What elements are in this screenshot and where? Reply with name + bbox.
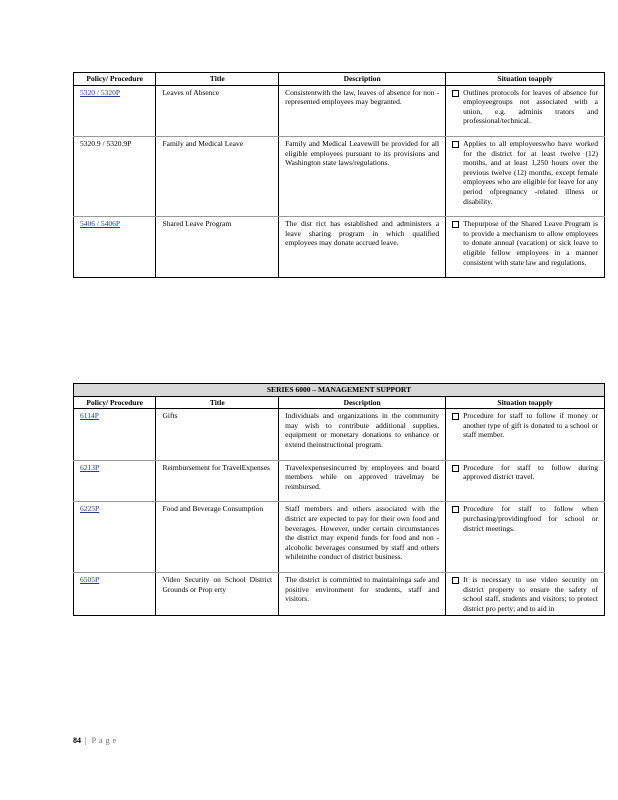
policy-situation: Procedure for staff to follow when purchasing/providingfood for school or district meetings. (463, 504, 598, 533)
header-policy: Policy/ Procedure (74, 396, 156, 409)
policy-situation: Outlines protocols for leaves of absence for employeegroups not associated with a union, e.g. adminis trators and professional/technical. (463, 87, 598, 126)
table-row (74, 409, 605, 460)
footer-separator: | (85, 736, 88, 745)
policy-link[interactable]: 6213P (80, 462, 100, 472)
checkbox-bullet-icon (452, 413, 459, 420)
policy-title: Leaves of Absence (156, 85, 279, 136)
header-description: Description (279, 396, 446, 409)
header-row (74, 396, 605, 409)
policy-title: Food and Beverage Consumption (156, 502, 279, 573)
page-number: 84 (73, 736, 81, 745)
policy-number: 5320.9 / 5320.9P (80, 138, 132, 148)
series-row (74, 384, 605, 397)
checkbox-bullet-icon (452, 465, 459, 472)
policy-title: Gifts (156, 409, 279, 460)
policy-description: Individuals and organizations in the community may wish to contribute additional supplies, equipment or monetary donations to enhance or extend theinstructional program. (279, 409, 446, 460)
header-situation: Situation toapply (446, 73, 605, 86)
policy-situation: Applies to all employeeswho have worked for the district for at least twelve (12) months, and at least 1,250 hours over the previous twelve (12) months, except female employees who are eligible for leave for any period ofpregnancy -related illness or disability. (463, 138, 598, 206)
checkbox-bullet-icon (452, 90, 459, 97)
policy-link[interactable]: 5406 / 5406P (80, 219, 121, 229)
header-title: Title (156, 396, 279, 409)
policy-title: Family and Medical Leave (156, 136, 279, 216)
policy-link[interactable]: 6114P (80, 411, 99, 421)
table-row (74, 217, 605, 278)
policy-description: Family and Medical Leavewill be provided for all eligible employees pursuant to its provisions and Washington state laws/regulations. (279, 136, 446, 216)
table-row (74, 502, 605, 573)
policy-situation: Thepurpose of the Shared Leave Program is to provide a mechanism to allow employees to donate annual (vacation) or sick leave to eligible fellow employees in a manner consistent with state law and regulations. (463, 219, 598, 267)
policy-description: Travelexpensesincurred by employees and board members while on approved travelmay be reimbursed. (279, 460, 446, 502)
policy-description: Consistentwith the law, leaves of absence for non - represented employees may begranted. (279, 85, 446, 136)
header-description: Description (279, 73, 446, 86)
checkbox-bullet-icon (452, 577, 459, 584)
policy-title: Shared Leave Program (156, 217, 279, 278)
checkbox-bullet-icon (452, 221, 459, 228)
policy-link[interactable]: 6225P (80, 504, 100, 514)
header-policy: Policy/ Procedure (74, 73, 156, 86)
header-situation: Situation toapply (446, 396, 605, 409)
page-footer (73, 736, 119, 745)
policy-situation: Procedure for staff to follow during approved district travel. (463, 462, 598, 482)
table-row (74, 572, 605, 615)
policy-description: The district is committed to maintaininga safe and positive environment for students, staff and visitors. (279, 572, 446, 615)
page-label: Page (91, 736, 120, 745)
policy-link[interactable]: 5320 / 5320P (80, 87, 121, 97)
header-title: Title (156, 73, 279, 86)
table-row (74, 85, 605, 136)
policy-title: Video Security on School District Grounds or Prop erty (156, 572, 279, 615)
checkbox-bullet-icon (452, 141, 459, 148)
policy-link[interactable]: 6505P (80, 574, 100, 584)
management-support-table (73, 383, 605, 616)
policy-title: Reimbursement for TravelExpenses (156, 460, 279, 502)
table-row (74, 460, 605, 502)
header-row (74, 73, 605, 86)
policy-situation: It is necessary to use video security on district property to ensure the safety of school staff, students and visitors; to protect district pro perty; and to aid in (463, 574, 598, 613)
table-row (74, 136, 605, 216)
policy-description: The dist rict has established and administers a leave sharing program in which qualified employees may donate accrued leave. (279, 217, 446, 278)
checkbox-bullet-icon (452, 506, 459, 513)
series-title: SERIES 6000 – MANAGEMENT SUPPORT (74, 384, 605, 397)
leave-policies-table (73, 72, 605, 278)
policy-description: Staff members and others associated with the district are expected to pay for their own food and beverages. However, under certain circumstances the district may expend funds for food and non - alcoholic beverages consumed by staff and others whileinthe conduct of district business. (279, 502, 446, 573)
policy-situation: Procedure for staff to follow if money or another type of gift is donated to a school or staff member. (463, 411, 598, 440)
